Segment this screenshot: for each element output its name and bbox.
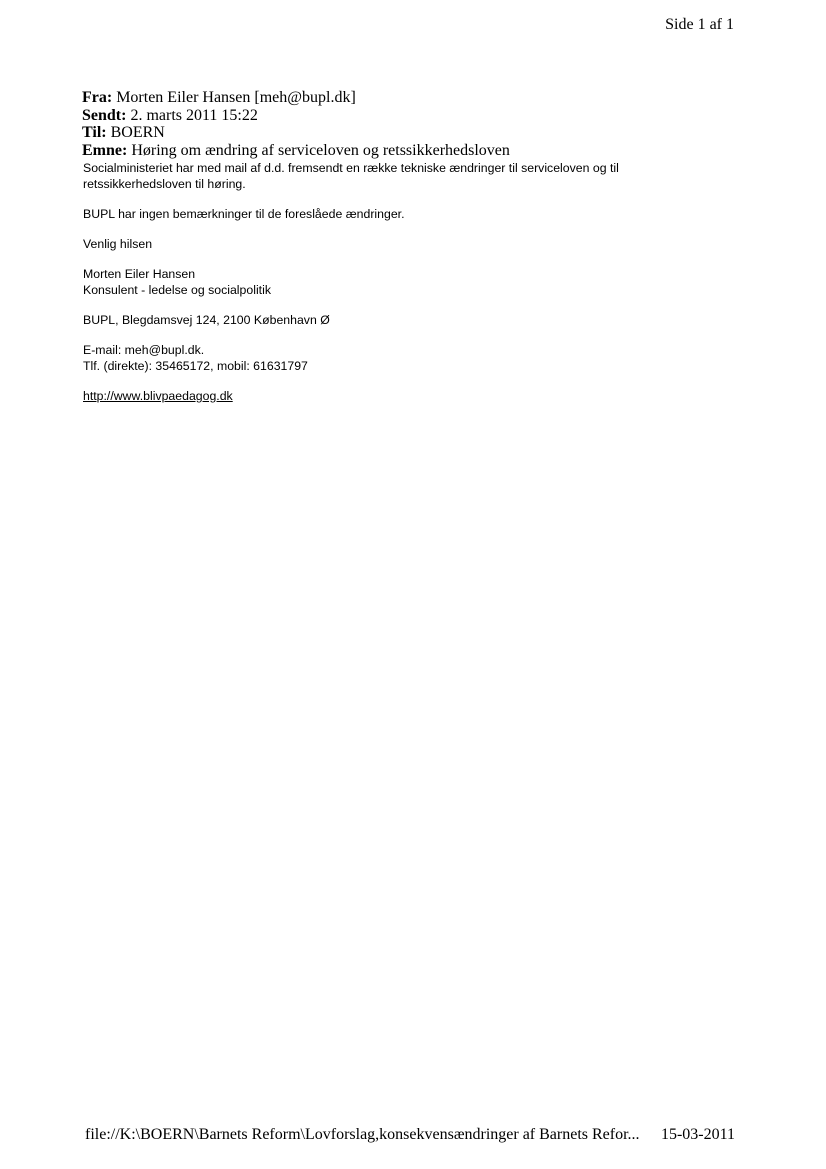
sent-label: Sendt:	[82, 106, 127, 124]
website-block	[83, 388, 703, 404]
signature-name: Morten Eiler Hansen	[83, 267, 196, 281]
intro-paragraph	[83, 160, 703, 192]
page-number: Side 1 af 1	[665, 16, 734, 33]
closing-text: Venlig hilsen	[83, 237, 153, 251]
address-block	[83, 312, 703, 328]
email-body	[83, 160, 703, 418]
signature-title: Konsulent - ledelse og socialpolitik	[83, 283, 271, 297]
to-label: Til:	[82, 124, 107, 141]
subject-row	[82, 142, 510, 160]
file-path: file://K:\BOERN\Barnets Reform\Lovforslag,konsekvensændringer af Barnets Refor...	[85, 1126, 640, 1143]
signature-block	[83, 266, 703, 298]
address-text: BUPL, Blegdamsvej 124, 2100 København Ø	[83, 313, 330, 327]
website-link[interactable]: http://www.blivpaedagog.dk	[83, 389, 233, 403]
email-line: E-mail: meh@bupl.dk.	[83, 343, 205, 357]
statement-paragraph	[83, 206, 703, 222]
from-label: Fra:	[82, 89, 113, 106]
to-value: BOERN	[110, 124, 165, 141]
phone-line: Tlf. (direkte): 35465172, mobil: 61631797	[83, 359, 308, 373]
from-value: Morten Eiler Hansen [meh@bupl.dk]	[116, 89, 356, 106]
email-header	[82, 89, 510, 159]
sent-row	[82, 107, 510, 125]
from-row	[82, 89, 510, 107]
closing-paragraph	[83, 236, 703, 252]
sent-value: 2. marts 2011 15:22	[130, 106, 258, 124]
intro-line-1: Socialministeriet har med mail af d.d. fremsendt en række tekniske ændringer til serviceloven og til	[83, 161, 619, 175]
subject-value: Høring om ændring af serviceloven og retssikkerhedsloven	[131, 141, 510, 159]
intro-line-2: retssikkerhedsloven til høring.	[83, 177, 246, 191]
contact-block	[83, 342, 703, 374]
to-row	[82, 124, 510, 142]
statement-text: BUPL har ingen bemærkninger til de foreslåede ændringer.	[83, 207, 405, 221]
subject-label: Emne:	[82, 141, 128, 159]
page-header	[665, 15, 734, 35]
print-date: 15-03-2011	[660, 1126, 735, 1143]
